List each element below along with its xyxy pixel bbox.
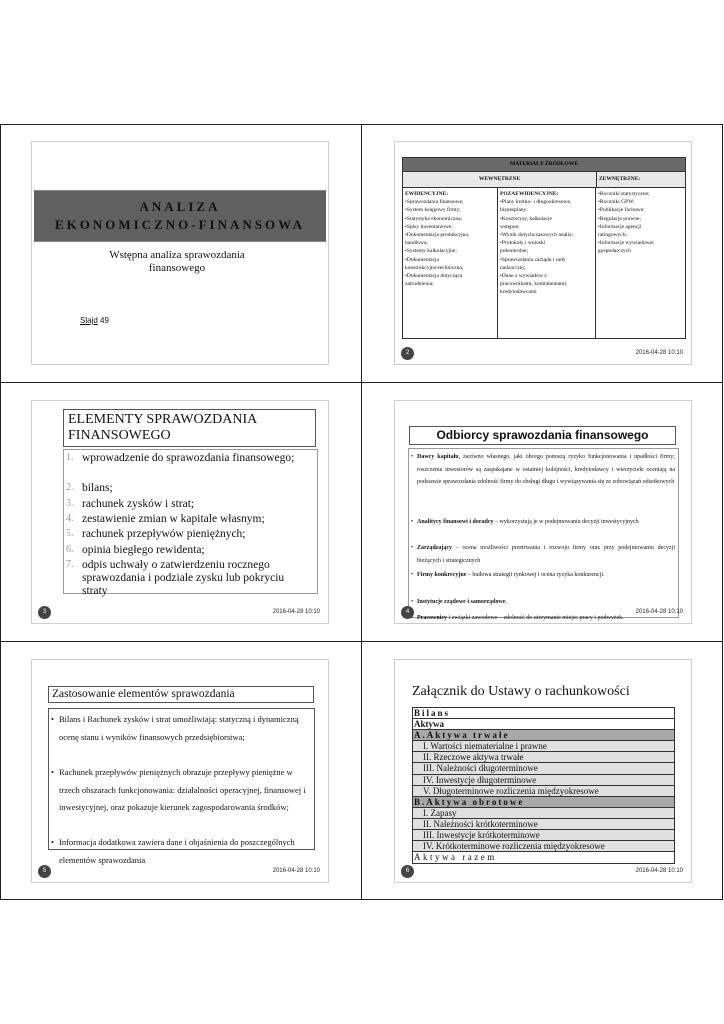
- col-pozaewidencyjne: [498, 188, 596, 338]
- table-row: Bilans: [413, 708, 674, 719]
- col-entry: pracownikami, kontrahentami,: [500, 281, 568, 288]
- list-item: [417, 569, 675, 582]
- col-entry: •Plany krótko- i długookresowe,: [500, 199, 572, 206]
- list-item: [417, 516, 675, 529]
- col-entry: handlowa;: [405, 240, 428, 247]
- item-text: wprowadzenie do sprawozdania finansowego;: [82, 452, 295, 464]
- slide-6: [394, 659, 692, 883]
- slide-5: [31, 659, 329, 883]
- table-row: I. Wartości niematerialne i prawne: [413, 741, 674, 752]
- item-text: rachunek przepływów pieniężnych;: [82, 528, 246, 540]
- table-row: III. Należności długoterminowe: [413, 763, 674, 774]
- slide-title: Zastosowanie elementów sprawozdania: [48, 686, 314, 703]
- external-header: ZEWNĘTRZNE:: [597, 172, 685, 187]
- slide-number-badge: 3: [38, 606, 51, 619]
- col-ewidencyjne: [403, 188, 498, 338]
- slajd-label: Slajd: [80, 316, 98, 325]
- slide-counter: [80, 316, 109, 325]
- col-entry: •Systemy kalkulacyjne;: [405, 248, 457, 255]
- col-entry: •Informacje agencji: [598, 223, 642, 230]
- col-head: POZAEWIDENCYJNE:: [500, 191, 559, 197]
- item-number: 1.: [66, 452, 74, 463]
- elements-list: [63, 449, 318, 597]
- col-entry: •Dokumentacja: [405, 256, 439, 263]
- item-bold: Analitycy finansowi i doradcy: [417, 519, 494, 525]
- col-entry: •Roczniki GPW;: [598, 199, 635, 206]
- slide-3: [31, 400, 329, 624]
- subtitle-line-2: finansowego: [148, 262, 206, 274]
- col-entry: nadzorczej;: [500, 264, 526, 271]
- slide-title: Odbiorcy sprawozdania finansowego: [409, 426, 676, 445]
- col-entry: •Roczniki statystyczne;: [598, 191, 650, 197]
- grid-divider-horizontal: [0, 641, 723, 642]
- item-text: bilans;: [82, 482, 113, 494]
- table-row: Aktywa: [413, 719, 674, 730]
- table-row: II. Rzeczowe aktywa trwałe: [413, 752, 674, 763]
- grid-divider-vertical: [361, 124, 362, 900]
- list-item: • Informacja dodatkowa zawiera dane i objaśnienia do poszczególnych elementów sprawozdania: [59, 834, 309, 869]
- col-entry: •Statystyka ekonomiczna;: [405, 215, 463, 222]
- source-materials-table: [402, 157, 686, 339]
- col-entry: •Sprawozdania zarządu i rady: [500, 256, 566, 263]
- slide-number-badge: 5: [38, 865, 51, 878]
- table-body: [403, 188, 685, 338]
- item-text: opinia biegłego rewidenta;: [82, 544, 205, 556]
- table-row: A.Aktywa trwałe: [413, 730, 674, 741]
- recipients-list: [408, 448, 679, 621]
- list-item: [417, 596, 675, 609]
- col-entry: •System księgowy firmy;: [405, 207, 461, 214]
- slide-date: 2016-04-28 10:10: [635, 350, 683, 356]
- slide-title: Załącznik do Ustawy o rachunkowości: [412, 684, 630, 699]
- item-text: – wykorzystują je w podejmowaniu decyzji inwestycyjnych: [493, 519, 639, 525]
- table-subheader: [403, 172, 685, 188]
- col-entry: kredytodawcami: [500, 289, 537, 296]
- col-entry: pokontrolne;: [500, 248, 529, 255]
- table-row: III. Inwestycje krótkoterminowe: [413, 830, 674, 841]
- table-row: I. Zapasy: [413, 808, 674, 819]
- item-bold: Zarządzający: [417, 545, 452, 551]
- title-line-1: ANALIZA: [139, 199, 221, 214]
- title-line-2: EKONOMICZNO-FINANSOWA: [54, 217, 306, 232]
- col-entry: •Sprawozdania finansowe;: [405, 199, 464, 206]
- item-text: rachunek zysków i strat;: [82, 498, 195, 510]
- slajd-number: 49: [100, 316, 109, 325]
- slide-1: [31, 141, 329, 365]
- table-row: II. Należności krótkoterminowe: [413, 819, 674, 830]
- slide-date: 2016-04-28 10:10: [272, 609, 320, 615]
- col-head: EWIDENCYJNE:: [405, 191, 449, 197]
- item-number: 3.: [66, 498, 74, 509]
- slide-2: [394, 141, 692, 365]
- internal-header: WEWNĘTRZNE: [403, 172, 597, 187]
- item-text: , zarówno własnego, jaki obcego ponoszą ryzyko funkcjonowania i upadłości firmy; roszczenia inwestorów są zaspakajane w ostatniej kolejności, kredytodawcy i wierzyciele oceniają na podstawie sprawozdania zdolność firmy do obsługi długu i wywiązywania się ze zobowiązań odsetkowych: [417, 454, 676, 485]
- slide-date: 2016-04-28 10:10: [272, 868, 320, 874]
- item-text: .: [505, 599, 507, 605]
- list-item: [417, 451, 675, 489]
- col-entry: •Kosztorysy, kalkulacje: [500, 215, 552, 222]
- col-entry: •Dokumentacja produkcyjna,: [405, 232, 470, 239]
- item-text: i związki zawodowe – zdolność do utrzymanie miejsc pracy i podwyżek.: [447, 615, 624, 621]
- table-row: IV. Krótkoterminowe rozliczenia międzyokresowe: [413, 841, 674, 852]
- col-entry: •Spisy inwentarzowe;: [405, 223, 453, 230]
- item-number: 4.: [66, 513, 74, 524]
- item-text: – ocena możliwości przetrwania i rozwoju firmy oraz przy podejmowaniu decyzji bieżących i strategicznych: [417, 545, 675, 564]
- slide-number-badge: 4: [401, 606, 414, 619]
- item-number: 7.: [66, 559, 74, 570]
- col-entry: •Dokumentacja dotycząca: [405, 273, 463, 280]
- item-bold: Dawcy kapitału: [417, 454, 459, 460]
- col-entry: konstrukcyjno-techniczna;: [405, 264, 464, 271]
- table-row: B.Aktywa obrotowe: [413, 797, 674, 808]
- col-zewnetrzne: [596, 188, 685, 338]
- item-text: odpis uchwały o zatwierdzeniu rocznego sprawozdania i podziale zysku lub pokryciu straty: [82, 559, 285, 597]
- title-band: [34, 190, 326, 242]
- col-entry: zatrudnienia;: [405, 281, 434, 288]
- col-entry: biznesplany;: [500, 207, 528, 214]
- slide-date: 2016-04-28 10:10: [635, 609, 683, 615]
- item-text: – budowa strategii rynkowej i ocena ryzyka konkurencji.: [466, 572, 605, 578]
- table-row: Aktywa razem: [414, 852, 497, 863]
- list-item: • Rachunek przepływów pieniężnych obrazuje przepływy pieniężne w trzech obszarach funkcjonowania: działalności operacyjnej, finansowej i inwestycyjnej, oraz pokazuje kierunek zagospodarowania środków;: [59, 764, 309, 817]
- slide-number-badge: 2: [401, 347, 414, 360]
- grid-divider-horizontal: [0, 382, 723, 383]
- table-header: MATERIAŁY ŹRÓDŁOWE: [403, 158, 685, 172]
- col-entry: •Dane z wywiadów z: [500, 273, 547, 280]
- col-entry: •Protokoły i wnioski: [500, 240, 546, 247]
- list-item: [417, 542, 675, 567]
- table-row: V. Długoterminowe rozliczenia międzyokresowe: [413, 786, 674, 797]
- item-number: 5.: [66, 528, 74, 539]
- col-entry: •Informacje wywiadowni: [598, 240, 654, 247]
- item-bold: Firmy konkrecyjne: [417, 572, 467, 578]
- slide-title: ELEMENTY SPRAWOZDANIA FINANSOWEGO: [63, 409, 316, 447]
- list-item: • Bilans i Rachunek zysków i strat umożliwiają: statyczną i dynamiczną ocenę stanu i wyników finansowych przedsiębiorstwa;: [59, 711, 309, 746]
- subtitle: [72, 249, 282, 275]
- item-bold: Pracownicy: [417, 615, 447, 621]
- usage-list: [48, 708, 315, 865]
- slide-4: [394, 400, 692, 624]
- subtitle-line-1: Wstępna analiza sprawozdania: [109, 249, 245, 261]
- balance-table: [412, 707, 675, 864]
- col-entry: •Regulacje prawne;: [598, 215, 642, 222]
- col-entry: •Wynik dotychczasowych analiz;: [500, 232, 574, 239]
- col-entry: wstępne;: [500, 223, 520, 230]
- table-row: IV. Inwestycje długoterminowe: [413, 775, 674, 786]
- item-text: zestawienie zmian w kapitale własnym;: [82, 513, 265, 525]
- item-bold: Instytucje rządowe i samorządowe: [417, 599, 506, 605]
- col-entry: •Publikacje fachowe;: [598, 207, 645, 214]
- item-number: 6.: [66, 544, 74, 555]
- col-entry: ratingowych;: [598, 232, 628, 239]
- col-entry: gospodarczych: [598, 248, 631, 255]
- slide-date: 2016-04-28 10:10: [635, 868, 683, 874]
- slide-number-badge: 6: [401, 865, 414, 878]
- item-number: 2.: [66, 482, 74, 493]
